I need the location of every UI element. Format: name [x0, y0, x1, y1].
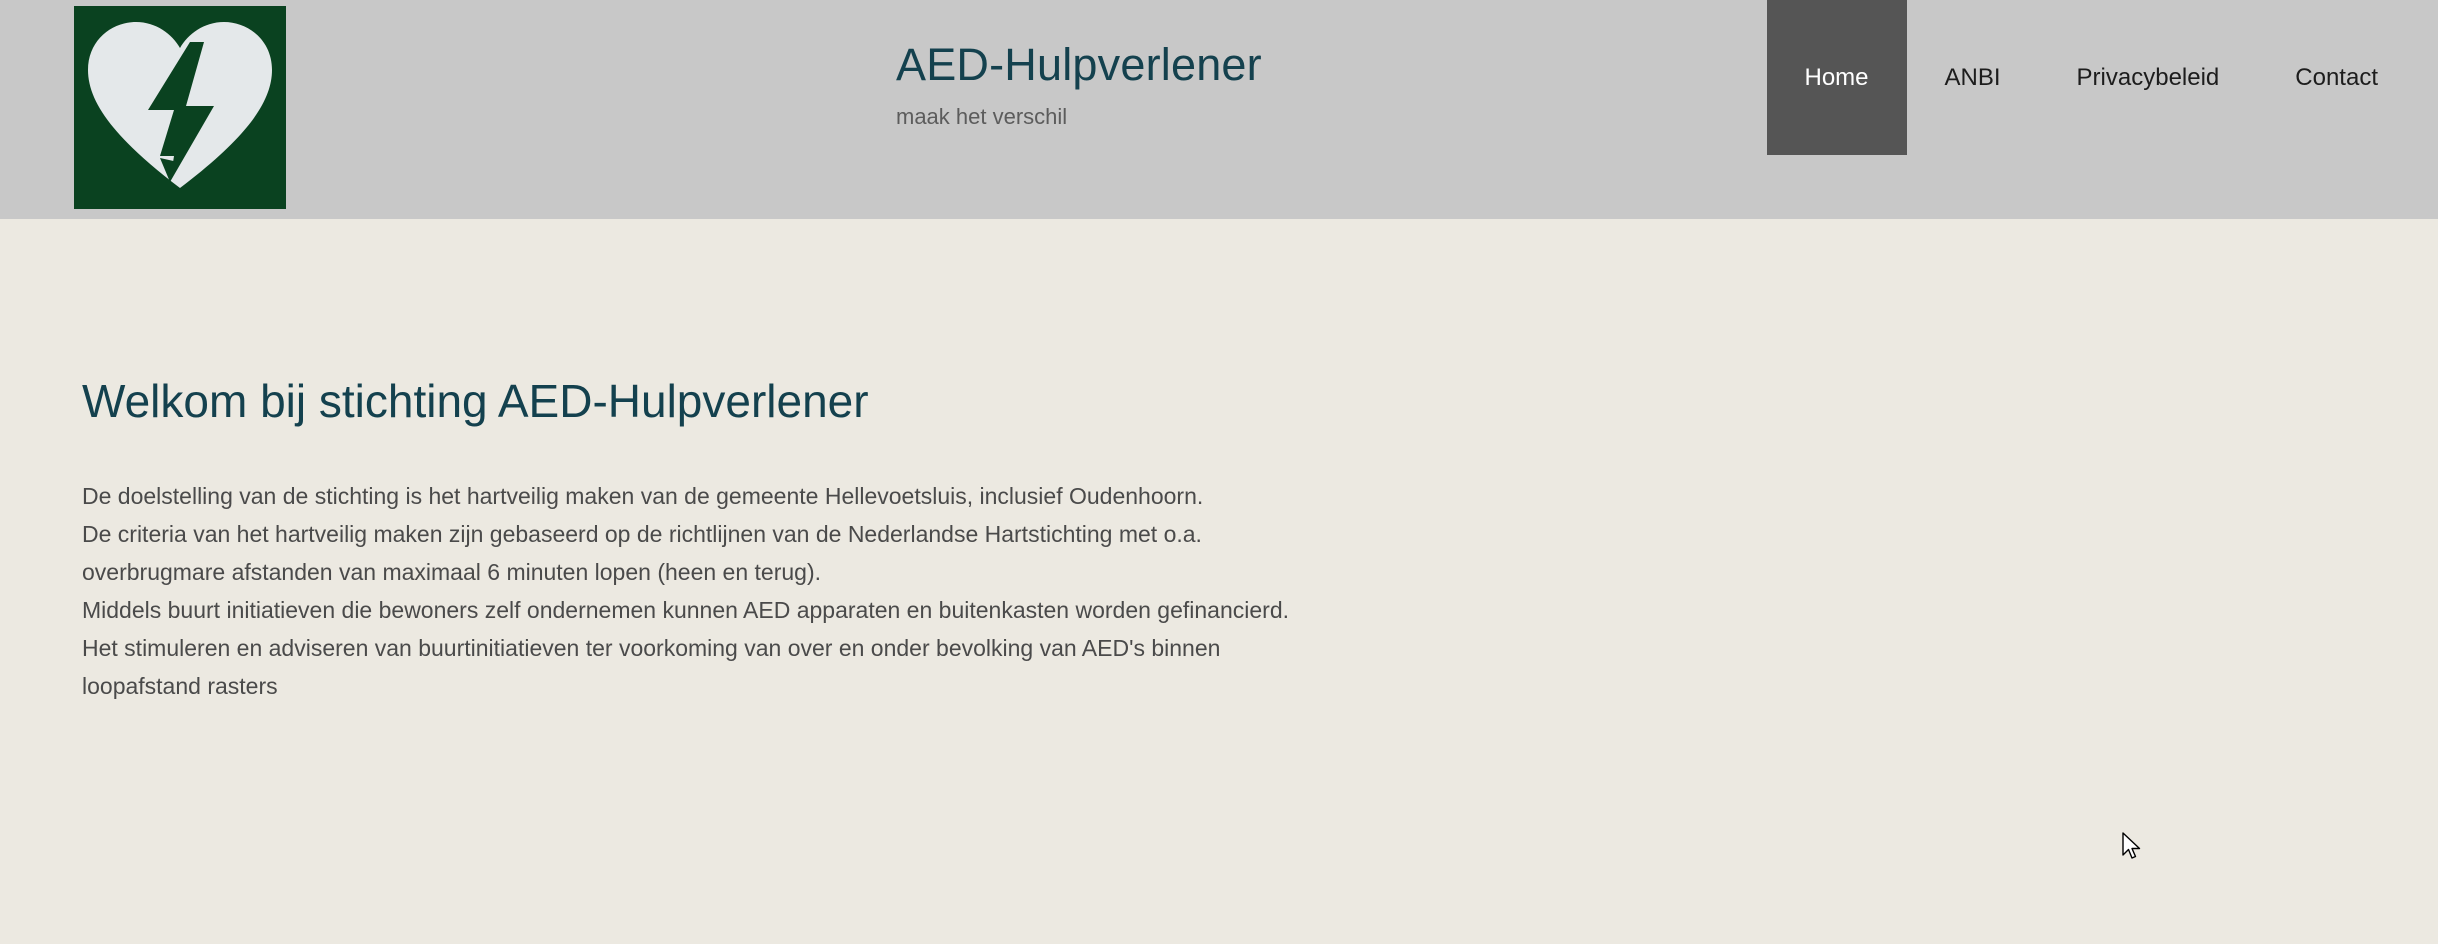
site-header	[0, 0, 2438, 219]
site-title: AED-Hulpverlener	[896, 39, 1262, 90]
nav-item-home[interactable]: Home	[1767, 0, 1907, 155]
main-content	[0, 219, 2438, 944]
nav-item-anbi[interactable]: ANBI	[1944, 63, 2001, 91]
heart-aed-logo-icon[interactable]	[74, 6, 286, 209]
paragraph-line: De doelstelling van de stichting is het hartveilig maken van de gemeente Hellevoetsluis, inclusief Oudenhoorn.	[82, 483, 1204, 509]
brand-block	[896, 40, 1596, 130]
paragraph-line: Middels buurt initiatieven die bewoners zelf ondernemen kunnen AED apparaten en buitenkasten worden gefinancierd.	[82, 597, 1290, 623]
site-tagline: maak het verschil	[896, 103, 1068, 129]
intro-text	[82, 477, 1289, 705]
page-title: Welkom bij stichting AED-Hulpverlener	[82, 375, 869, 427]
paragraph-line: De criteria van het hartveilig maken zijn gebaseerd op de richtlijnen van de Nederlandse Hartstichting met o.a.	[82, 521, 1202, 547]
paragraph-line: Het stimuleren en adviseren van buurtinitiatieven ter voorkoming van over en onder bevolking van AED's binnen	[82, 635, 1221, 661]
nav-item-privacybeleid[interactable]: Privacybeleid	[2076, 63, 2220, 91]
main-navigation	[1767, 0, 2438, 155]
paragraph-line: overbrugmare afstanden van maximaal 6 minuten lopen (heen en terug).	[82, 559, 821, 585]
nav-item-contact[interactable]: Contact	[2295, 63, 2378, 91]
paragraph-line: loopafstand rasters	[82, 673, 278, 699]
